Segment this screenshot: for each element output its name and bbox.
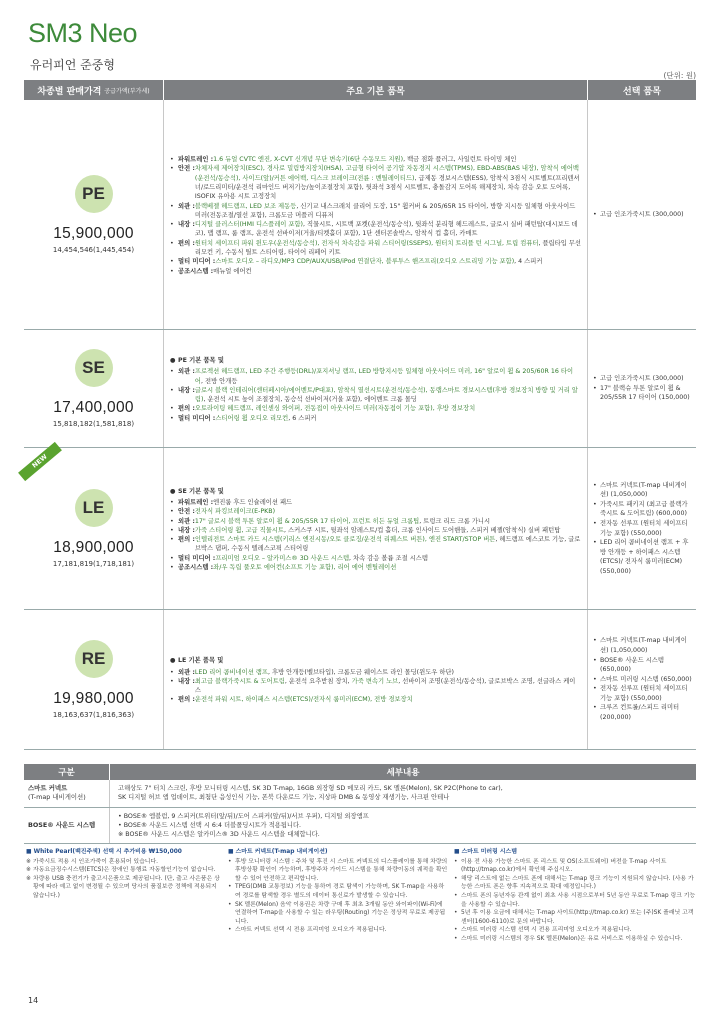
detail-line: ※ BOSE® 사운드 시스템은 알카미스® 3D 사운드 시스템을 대체합니다. — [118, 831, 320, 839]
item-segment: , 차속 감응 볼륨 조절 시스템 — [349, 554, 428, 562]
item-segment: , 플립타입 무선 리모컨 키, 수동식 틸트 스티어링, 타이어 리페어 키트 — [194, 239, 581, 257]
note-marker: • — [228, 901, 232, 908]
item-segment: , 헤드램프 에스코트 기능, 글로브박스 댐퍼, 수동식 텔레스코픽 스티어링 — [194, 536, 581, 553]
standard-item — [170, 526, 581, 535]
trim-standard-items — [164, 330, 588, 447]
bullet-icon: • — [170, 564, 174, 572]
note-marker: ※ — [26, 875, 31, 882]
trim-code-badge: LE — [75, 489, 113, 527]
standard-item-value — [195, 526, 581, 535]
standard-item-label: 편의 : — [178, 696, 195, 704]
standard-item-label: 멀티 미디어 : — [178, 554, 216, 562]
bullet-icon: • — [170, 156, 174, 164]
note-marker: • — [454, 892, 458, 899]
option-text: 고급 인조가죽시트 (300,000) — [600, 375, 684, 383]
trim-code-badge: PE — [75, 175, 113, 213]
note-line — [228, 858, 448, 884]
trim-price: 15,900,000 — [53, 225, 134, 242]
bullet-icon: • — [593, 539, 597, 547]
bullet-icon: • — [593, 704, 597, 712]
note-text: 후방 모니터링 시스템 : 주차 및 후진 시 스마트 커넥트의 디스플레이를 통해 차량의 후방상황 확인이 가능하며, 후방주차 가이드 시스템을 통해 차량이동의 궤적을 확인할 수 있어 안전하고 편리합니다. — [235, 858, 448, 882]
note-text: 스마트 미러링 시스템의 경우 SK 멜론(Melon)은 유료 서비스로 이용하실 수 있습니다. — [461, 935, 683, 942]
option-text: 전자동 선루프 (원터치 세이프티 기능 포함) (550,000) — [600, 519, 688, 537]
standard-item-value — [195, 668, 581, 677]
trim-row-re — [24, 610, 696, 750]
trim-price: 18,900,000 — [53, 539, 134, 556]
trim-standard-items — [164, 448, 588, 609]
note-line — [228, 926, 448, 935]
bullet-icon: • — [593, 500, 597, 508]
page-subtitle: 유러피언 준중형 — [30, 58, 115, 72]
bullet-icon: • — [170, 405, 174, 413]
detail-name: BOSE® 사운드 시스템 — [28, 821, 96, 830]
detail-category — [24, 808, 110, 844]
note-line — [454, 858, 696, 875]
bullet-icon: • — [170, 221, 174, 229]
standard-item — [170, 507, 581, 516]
item-segment: 오토라이팅 헤드램프, 레인센싱 와이퍼, 전동접이 아웃사이드 미러(자동접이 기능 포함), 후방 경보장치 — [194, 405, 476, 413]
unit-label: (단위: 원) — [663, 71, 696, 80]
price-table — [24, 80, 696, 750]
trim-base-line — [170, 487, 581, 496]
option-item — [593, 384, 692, 403]
note-text: SK 멜론(Melon) 음악 이용권은 차량 구매 후 최초 3개월 동안 와이파이(Wi-Fi)에 연결하여 T-map을 사용할 수 있는 라우팅(Routing) 기능은 정상적 무료로 제공됩니다. — [235, 901, 446, 925]
trim-row-se — [24, 330, 696, 448]
bullet-icon: ● — [170, 657, 176, 665]
note-line — [228, 901, 448, 927]
bullet-icon: • — [170, 677, 174, 685]
note-line — [26, 875, 222, 901]
bullet-icon: • — [593, 481, 597, 489]
option-item — [593, 684, 692, 703]
item-segment: 엔진룸 후드 인슐레이션 패드 — [213, 498, 293, 506]
option-text: 전자동 선루프 (원터치 세이프티 기능 포함) (550,000) — [600, 685, 688, 702]
standard-item-value — [215, 554, 581, 563]
note-line — [454, 892, 696, 909]
standard-item-label: 내장 : — [178, 677, 195, 685]
standard-item — [170, 498, 581, 507]
trim-supply-price: 14,454,546(1,445,454) — [52, 246, 135, 254]
detail-category — [24, 780, 110, 807]
item-segment: 디지털 클러스터(HMI 디스플레이 포함) — [194, 221, 303, 229]
notes-general-list — [26, 858, 222, 901]
item-segment: 가죽 스티어링 휠, 고급 직물시트 — [194, 526, 284, 534]
trim-options — [588, 330, 696, 447]
option-item — [593, 636, 692, 655]
trim-supply-price: 15,818,182(1,581,818) — [52, 420, 135, 428]
standard-item — [170, 164, 581, 201]
standard-item — [170, 367, 581, 386]
item-segment: , 트렁크 리드 크롬 가니시 — [419, 517, 491, 525]
item-segment: 1.6 듀얼 CVTC 엔진, X-CVT 신개념 무단 변속기(6단 수동모드 지원) — [213, 156, 404, 164]
item-segment: 17" 글로시 블랙 투톤 알로이 휠 & 205/55R 17 타이어, 프런트 히든 듀얼 크롬팁 — [194, 517, 420, 525]
standard-item-value — [195, 202, 581, 221]
note-marker: • — [228, 858, 232, 865]
standard-item-value — [213, 563, 581, 572]
standard-item — [170, 267, 581, 276]
item-segment: 글로시 블랙 인테리어(센터페시아/에어벤트/P대포), 암착식 열선시트(운전석/동승석), 동랩스마트 경보시스템(후방 경보장치 방향 및 거리 알림) — [194, 386, 578, 404]
item-segment: 스마트 오디오 – 라디오/MP3 CDP/AUX/USB/iPod 연결단자, 블루투스 핸즈프리(오디오 스트리밍 기능 포함) — [215, 258, 515, 266]
bullet-icon: • — [593, 637, 597, 645]
bullet-icon: ● — [170, 487, 176, 495]
option-item — [593, 500, 692, 519]
standard-item-label: 공조시스템 : — [178, 564, 214, 572]
note-text: 자동요금징수시스템(ETCS)은 장애인 통행료 자동할인기능이 없습니다. — [33, 867, 216, 874]
item-segment: 차체자세 제어장치(ESC), 경사로 밀림방지장치(HSA), 고급형 타이어 공기압 자동경지 시스템(TPMS), EBD-ABS(BAS 내장), 암착식 에어백(운전석/동승석), 사이드(앞)/커튼 에어백, 디스크 브레이크(전륜 : 벤틸레이티드) — [194, 165, 579, 182]
trim-base-line — [170, 656, 581, 665]
note-marker: • — [454, 858, 458, 865]
trim-price: 19,980,000 — [53, 690, 134, 707]
bullet-icon: • — [170, 239, 174, 247]
note-line — [228, 883, 448, 900]
standard-item-label: 내장 : — [178, 526, 195, 534]
note-marker: • — [228, 927, 232, 934]
standard-item-label: 편의 : — [178, 239, 195, 247]
trim-code-badge: SE — [75, 349, 113, 387]
standard-item — [170, 535, 581, 554]
trim-options — [588, 448, 696, 609]
bullet-icon: • — [170, 267, 174, 275]
trim-code-badge: RE — [75, 640, 113, 678]
standard-item — [170, 202, 581, 221]
option-item — [593, 656, 692, 675]
trim-options — [588, 610, 696, 749]
standard-item-label: 파워트레인 : — [178, 156, 214, 164]
standard-item-label: 편의 : — [178, 536, 195, 544]
item-segment: , 선바이저 조명(운전석/동승석), 글로브박스 조명, 선글라스 케이스 — [194, 677, 576, 695]
notes-smart-connect-heading: ■ 스마트 커넥트(T-map 내비게이션) — [228, 849, 328, 855]
item-segment: , 6 스피커 — [288, 414, 317, 422]
item-segment: 최고급 블랙가죽시트 & 도어트림 — [194, 677, 285, 685]
detail-table-header — [24, 764, 696, 780]
note-marker: • — [228, 884, 232, 891]
note-line — [26, 866, 222, 875]
note-text: 가죽시트 적용 시 인조가죽이 혼용되어 있습니다. — [33, 858, 159, 865]
bullet-icon: • — [170, 368, 174, 376]
standard-item-value — [213, 267, 581, 276]
trim-base-label: PE 기본 품목 및 — [178, 356, 224, 364]
item-segment: 원터치 세이프티 파워 윈도우(운전석/동승석), 전자식 차속감응 파워 스티어링(SSEPS), 원터치 트리플 턴 시그널, 트립 컴퓨터 — [194, 239, 539, 247]
standard-item — [170, 554, 581, 563]
standard-item-label: 내장 : — [178, 221, 195, 229]
note-marker: ※ — [26, 858, 31, 865]
header-trim-label: 차종별 판매가격 — [37, 86, 102, 97]
standard-item — [170, 239, 581, 258]
note-text: 스마트 커넥트 선택 시 전용 프리미엄 오디오가 적용됩니다. — [235, 927, 387, 934]
trim-price-cell — [24, 610, 164, 749]
option-text: LED 리어 콤비네이션 램프 + 후방 안개등 + 하이패스 시스템(ETCS)/ 전자식 룸미러(ECM) (550,000) — [600, 539, 689, 575]
standard-item-value — [215, 414, 581, 423]
notes-smart-mirroring-list — [454, 858, 696, 944]
standard-item-label: 공조시스템 : — [178, 267, 214, 275]
standard-item-value — [195, 164, 581, 201]
note-marker: • — [454, 927, 458, 934]
standard-item-label: 안전 : — [178, 165, 195, 173]
bullet-icon: • — [170, 414, 174, 422]
item-segment: 블랙베젤 헤드램프, LED 보조 제동등 — [194, 202, 297, 210]
bullet-icon: • — [170, 517, 174, 525]
standard-item-value — [195, 367, 581, 386]
standard-item — [170, 386, 581, 405]
note-line — [454, 926, 696, 935]
standard-item-value — [195, 507, 581, 516]
trim-standard-items — [164, 610, 588, 749]
option-text: 가죽시트 패키지 (최고급 블랙가죽시트 & 도어트림) (600,000) — [600, 500, 688, 518]
standard-item-value — [195, 220, 581, 239]
item-segment: LED 리어 콤비네이션 램프 — [194, 668, 268, 676]
standard-item-label: 안전 : — [178, 508, 195, 516]
item-segment: , 4 스피커 — [514, 258, 543, 266]
note-marker: • — [454, 910, 458, 917]
note-text: 스마트 미러링 시스템 선택 시 전용 프리미엄 오디오가 적용됩니다. — [461, 927, 632, 934]
trim-rows — [24, 100, 696, 750]
standard-item — [170, 695, 581, 704]
item-segment: , 직물시트, 시트백 포켓(운전석/동승석), 뒷좌석 분리형 헤드레스트, 글로시 실버 패턴탑(대시보드 데코), 맵 램프, 룸 램프, 운전석 선바이저(거울/티켓홀더 포함), 1단 센터콘솔박스, 암착식 컵 홀더, 카매트 — [194, 221, 578, 238]
note-text: 스마트 폰의 동년자동 관계 없이 최초 사용 시점으로부터 5년 동안 무료로 T-map 링크 기능을 사용할 수 있습니다. — [461, 892, 696, 908]
trim-standard-items — [164, 100, 588, 329]
option-item — [593, 481, 692, 500]
standard-item-value — [215, 257, 581, 266]
standard-item — [170, 220, 581, 239]
header-options: 선택 품목 — [623, 86, 661, 97]
standard-item-value — [195, 517, 581, 526]
standard-item-label: 외관 : — [178, 668, 195, 676]
header-standard-items: 주요 기본 품목 — [164, 80, 588, 100]
trim-base-label: SE 기본 품목 및 — [178, 487, 224, 495]
item-segment: 매뉴얼 에어컨 — [213, 267, 252, 275]
standard-item-label: 외관 : — [178, 368, 195, 376]
bullet-icon: • — [170, 386, 174, 394]
trim-price-cell — [24, 448, 164, 609]
option-item — [593, 703, 692, 722]
bullet-icon: • — [170, 526, 174, 534]
bullet-icon: • — [170, 668, 174, 676]
detail-row — [24, 780, 696, 808]
detail-table — [24, 764, 696, 844]
detail-line: • BOSE® 엠블럼, 9 스피커(트위터(앞/뒤)/도어 스피커(앞/뒤)/서브 우퍼), 디지털 외장앰프 — [118, 812, 369, 820]
note-text: 이용 전 사용 가능한 스마트 폰 리스트 및 OS(소프트웨어) 버전을 T-map 사이트 (http://tmap.co.kr)에서 확인해 주십시오. — [461, 858, 667, 874]
option-item — [593, 519, 692, 538]
page-number: 14 — [28, 996, 39, 1005]
note-marker: ※ — [26, 867, 31, 874]
item-segment: , 전방 안개등 — [200, 377, 238, 385]
bullet-icon: ● — [170, 356, 176, 364]
standard-item-value — [195, 386, 581, 405]
standard-item-label: 멀티 미디어 : — [178, 414, 216, 422]
detail-line: • BOSE® 사운드 시스템 선택 시 6:4 더블폴딩시트가 적용됩니다. — [118, 821, 302, 829]
option-text: 고급 인조가죽시트 (300,000) — [600, 210, 684, 218]
trim-row-le — [24, 448, 696, 610]
trim-row-pe — [24, 100, 696, 330]
trim-base-label: LE 기본 품목 및 — [178, 657, 224, 665]
standard-item-label: 외관 : — [178, 202, 195, 210]
option-text: 17" 블랙슈 투톤 알로이 휠 & 205/55R 17 타이어 (150,000) — [600, 384, 690, 402]
bullet-icon: • — [170, 508, 174, 516]
detail-rows — [24, 780, 696, 844]
standard-item — [170, 668, 581, 677]
option-text: BOSE® 사운드 시스템 (650,000) — [600, 656, 664, 674]
detail-header-content: 세부내용 — [386, 768, 420, 778]
bullet-icon: • — [170, 696, 174, 704]
new-badge: NEW — [18, 442, 62, 481]
standard-item-label: 내장 : — [178, 386, 195, 394]
option-item — [593, 374, 692, 384]
option-text: 스마트 미러링 시스템 (650,000) — [600, 675, 692, 683]
option-item — [593, 210, 692, 220]
bullet-icon: • — [170, 202, 174, 210]
trim-options — [588, 100, 696, 329]
notes-smart-connect-list — [228, 858, 448, 935]
detail-name: 스마트 커넥트 — [28, 784, 68, 793]
bullet-icon: • — [170, 258, 174, 266]
bullet-icon: • — [593, 384, 597, 392]
detail-header-category: 구분 — [24, 764, 110, 780]
note-marker: • — [454, 935, 458, 942]
detail-line: SK 디지털 허브 앱 업데이트, 최첨단 음성인식 기능, 폰북 다운로드 기능, 지상파 DMB & 동영상 재생기능, 사크핀 안테나 — [118, 794, 450, 802]
trim-supply-price: 17,181,819(1,718,181) — [52, 560, 135, 568]
price-table-header — [24, 80, 696, 100]
note-line — [454, 909, 696, 926]
standard-item — [170, 155, 581, 164]
standard-item-value — [195, 677, 581, 696]
item-segment: 가죽 변속기 노브 — [351, 677, 399, 685]
note-text: 차량용 USB 충전기가 출고시은품으로 제공됩니다. (단, 출고 사은품은 상황에 따라 예고 없이 변경될 수 있으며 당사의 품질보증 정책에 적용되지 않습니다.) — [33, 875, 220, 899]
trim-price-cell — [24, 330, 164, 447]
option-text: 크루즈 컨트롤/스피드 리미터 (200,000) — [600, 704, 680, 722]
standard-item — [170, 257, 581, 266]
standard-item — [170, 404, 581, 413]
standard-item — [170, 414, 581, 423]
standard-item-value — [213, 498, 581, 507]
item-segment: 스티어링 휠 오디오 리모컨 — [215, 414, 289, 422]
bullet-icon: • — [593, 210, 597, 218]
bullet-icon: • — [593, 685, 597, 693]
standard-item-label: 편의 : — [178, 405, 195, 413]
trim-base-line — [170, 356, 581, 365]
note-line — [26, 858, 222, 867]
item-segment: , 신기교 내스크래치 클리어 도장, 15" 휠커버 & 205/65R 15 타이어, 방향 지시등 일체형 아웃사이드 미러(전동조절/열선 포함), 크롬도금 머플러 디퓨저 — [194, 202, 576, 219]
trim-price-cell — [24, 100, 164, 329]
item-segment: , 운전석 시트 높이 조절장치, 동승석 선바이저(거울 포함), 에어벤트 크롬 몰딩 — [203, 396, 417, 404]
item-segment: 프리미엄 오디오 – 알카미스® 3D 사운드 시스템 — [215, 554, 350, 562]
note-text: 해당 리스트에 없는 스마트 폰에 대해서는 T-map 링크 기능이 지원되지 않습니다. (사용 가능한 스마트 폰은 향후 지속적으로 확대 예정입니다.) — [461, 875, 694, 891]
bullet-icon: • — [170, 554, 174, 562]
item-segment: , 급제동 경보시스템(ESS), 암착식 3점식 시트벨트(프리텐셔너/로드리미터/운전석 리마인드 버저기능/높이조절장치 포함), 뒷좌석 3점식 시트벨트, 충돌감지 도어록 해제장치, 차속 감응 오토 도어록, ISOFIX 유아용 시트 고정장치 — [194, 174, 580, 201]
standard-item-value — [195, 535, 581, 554]
item-segment: 인텔리전트 스마트 카드 시스템(키리스 엔진시동/오토 클로징/운전석 리퀘스트 버튼), 엔진 START/STOP 버튼 — [194, 536, 496, 544]
item-segment: , 백금 점화 플러그, 사일런트 타이밍 체인 — [403, 156, 517, 164]
standard-item-value — [195, 404, 581, 413]
standard-item — [170, 563, 581, 572]
detail-row — [24, 808, 696, 845]
option-item — [593, 675, 692, 685]
standard-item-label: 멀티 미디어 : — [178, 258, 216, 266]
page-title: SM3 Neo — [28, 18, 138, 48]
bullet-icon: • — [593, 656, 597, 664]
standard-item-value — [195, 239, 581, 258]
detail-subname: (T-map 내비게이션) — [28, 793, 86, 802]
detail-line: 고해상도 7" 터치 스크린, 후방 모니터링 시스템, SK 3D T-map, 16GB 외장형 SD 메모리 카드, SK 멜론(Melon), SK P2C(Phone to car), — [118, 785, 503, 792]
item-segment: 프로젝션 헤드램프, LED 주간 주행등(DRL)/포지셔닝 램프, LED 방향지시등 일체형 아웃사이드 미러, 16" 알로이 휠 & 205/60R 16 타이어 — [194, 368, 574, 385]
notes-general-heading: ■ White Pearl(백진주색) 선택 시 추가비용 ₩150,000 — [26, 849, 182, 855]
item-segment: 운전석 파워 시트, 하이패스 시스템(ETCS)/전자식 룸미러(ECM), 전방 경보장치 — [194, 696, 413, 704]
item-segment: , 운전석 요추받침 장치, — [284, 677, 352, 685]
option-text: 스마트 커넥트(T-map 내비게이션) (1,050,000) — [600, 481, 687, 499]
item-segment: , 스커스쿠 시트, 뒷좌석 암레스트/컵 홀더, 크롬 인사이드 도어핸들, 스피커 베젤(암착식) 실버 패턴탑 — [283, 526, 561, 534]
notes-smart-mirroring-heading: ■ 스마트 미러링 시스템 — [454, 849, 517, 855]
bullet-icon: • — [593, 675, 597, 683]
trim-price: 17,400,000 — [53, 399, 134, 416]
standard-item-label: 파워트레인 : — [178, 498, 214, 506]
standard-item — [170, 677, 581, 696]
bullet-icon: • — [170, 536, 174, 544]
note-line — [454, 875, 696, 892]
header-trim-sublabel: 공급가액(부가세) — [104, 87, 150, 95]
trim-supply-price: 18,163,637(1,816,363) — [52, 711, 135, 719]
item-segment: 좌/우 독립 풀오토 에어컨(소프트 기능 포함), 리어 에어 벤틸레이션 — [213, 564, 397, 572]
bullet-icon: • — [170, 498, 174, 506]
option-item — [593, 538, 692, 576]
detail-content — [110, 808, 696, 844]
note-marker: • — [454, 875, 458, 882]
header-trim-price — [24, 80, 164, 100]
bullet-icon: • — [593, 375, 597, 383]
note-text: 5년 후 이용 요금에 대해서는 T-map 사이트(http://tmap.co.kr) 또는 (주)SK 플래닛 고객센터(1600-6110)로 문의 바랍니다. — [461, 910, 694, 925]
bullet-icon: • — [170, 165, 174, 173]
bullet-icon: • — [593, 519, 597, 527]
standard-item-value — [195, 695, 581, 704]
note-text: TPEG(DMB 교통정보) 기능을 통하여 경로 탐색이 가능하며, SK T-map을 사용하여 경로를 탐색할 경우 별도의 데이터 통신료가 발생할 수 있습니다. — [235, 884, 445, 899]
item-segment: , 후방 안개등(벨브타입), 크롬도금 웨이스트 라인 몰딩(윈도우 하단) — [267, 668, 454, 676]
standard-item-label: 외관 : — [178, 517, 195, 525]
notes-smart-mirroring — [454, 848, 696, 944]
note-line — [454, 935, 696, 944]
detail-content — [110, 780, 696, 807]
item-segment: 전자식 파킹브레이크(E-PKB) — [194, 508, 276, 516]
notes-smart-connect — [228, 848, 448, 935]
option-text: 스마트 커넥트(T-map 내비게이션) (1,050,000) — [600, 637, 687, 654]
standard-item — [170, 517, 581, 526]
notes-general — [26, 848, 222, 901]
standard-item-value — [213, 155, 581, 164]
